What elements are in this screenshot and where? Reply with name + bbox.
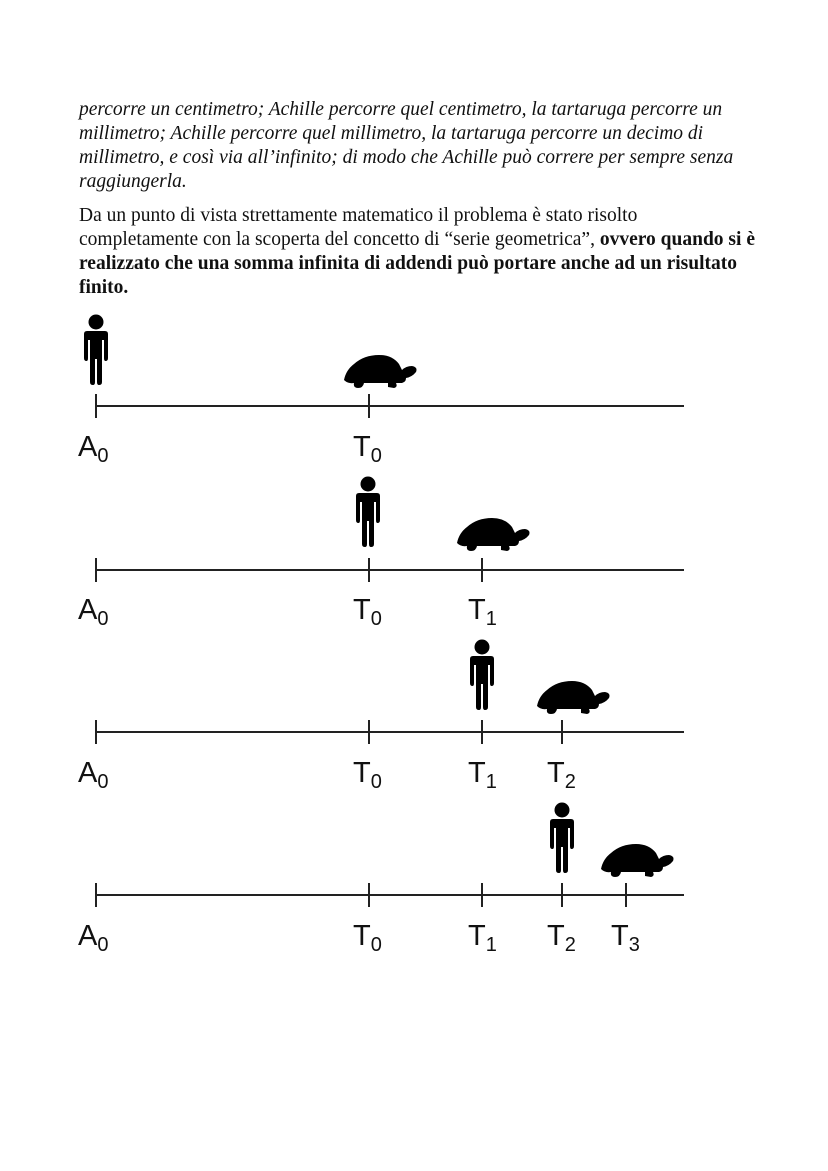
explanation-bold-text: ovvero quando si è realizzato che una somma infinita di addendi può portare anche ad un risultato finito. (79, 229, 755, 298)
label-T1: $T_1$ (468, 594, 497, 630)
italic-quote-paragraph: percorre un centimetro; Achille percorre quel centimetro, la tartaruga percorre un millimetro; Achille percorre quel millimetro, la tartaruga percorre un decimo di millimetro, e così via all’infinito; di modo che Achille può correre per sempre senza raggiungerla. (79, 99, 734, 192)
diagram-row-2 (78, 477, 684, 631)
achilles-icon (84, 315, 108, 386)
explanation-normal-text: Da un punto di vista strettamente matematico il problema è stato risolto completamente con la scoperta del concetto di “serie geometrica”, (79, 205, 638, 250)
label-T3: $T_3$ (611, 920, 640, 956)
diagram-row-3 (78, 640, 684, 794)
tortoise-icon (601, 844, 674, 877)
label-T2: $T_2$ (547, 757, 576, 793)
label-T0: $T_0$ (353, 757, 382, 793)
label-A0: $A_0$ (78, 594, 109, 630)
diagram-row-1 (78, 315, 684, 468)
tortoise-icon (457, 518, 530, 551)
label-T0: $T_0$ (353, 594, 382, 630)
label-T1: $T_1$ (468, 920, 497, 956)
label-T1: $T_1$ (468, 757, 497, 793)
tortoise-icon (537, 681, 610, 714)
diagram-row-4 (78, 803, 684, 957)
label-T0: $T_0$ (353, 431, 382, 467)
label-T0: $T_0$ (353, 920, 382, 956)
label-A0: $A_0$ (78, 757, 109, 793)
achilles-icon (550, 803, 574, 874)
achilles-icon (470, 640, 494, 711)
label-A0: $A_0$ (78, 920, 109, 956)
achilles-icon (356, 477, 380, 548)
label-A0: $A_0$ (78, 431, 109, 467)
tortoise-icon (344, 355, 417, 388)
label-T2: $T_2$ (547, 920, 576, 956)
